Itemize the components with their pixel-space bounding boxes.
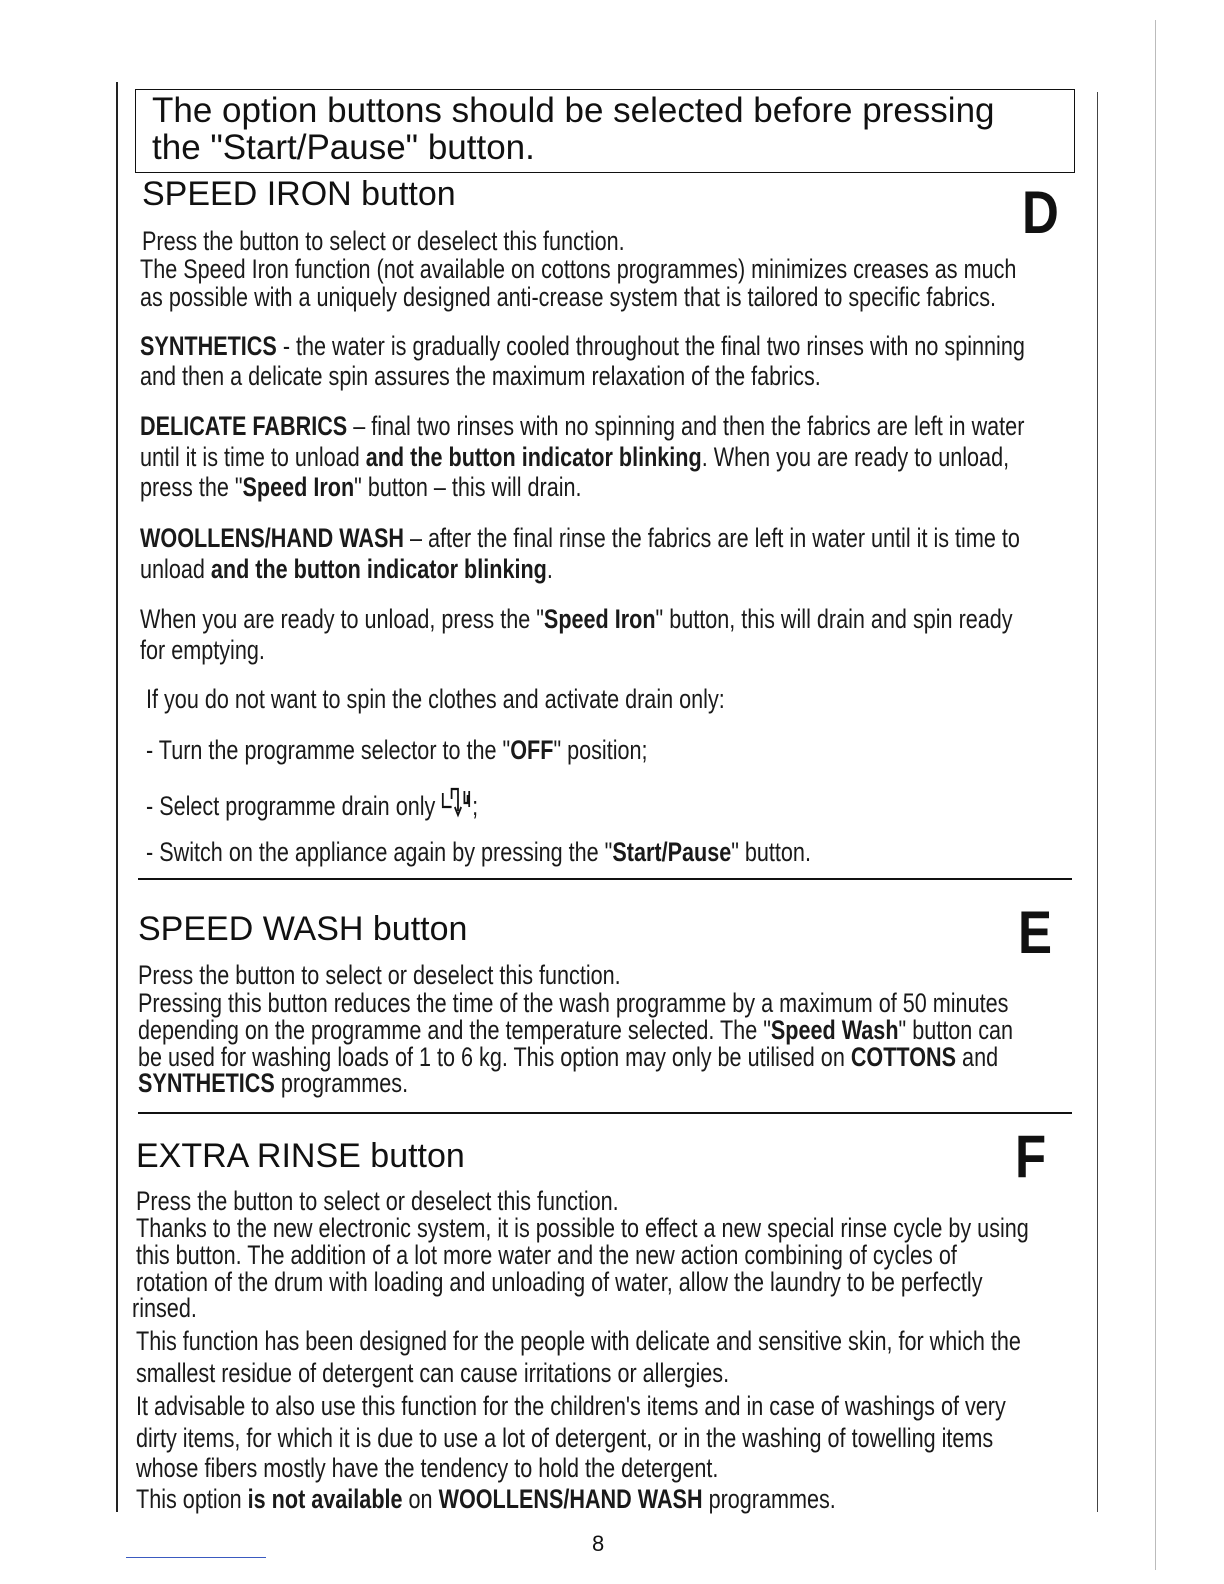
woollens-label: WOOLLENS/HAND WASH [140,523,404,553]
delicate-line-3 [140,474,1068,501]
step-1c: " position; [553,735,648,765]
delicate-label: DELICATE FABRICS [140,411,348,441]
speed-wash-line-4b: COTTONS [850,1042,957,1072]
step-3c: " button. [731,837,811,867]
woollens-text-1: – after the final rinse the fabrics are left in water until it is time to [404,523,1020,553]
speed-wash-line-5 [138,1070,1066,1097]
speed-wash-line-1: Press the button to select or deselect this function. [138,960,621,990]
speed-iron-intro-1: Press the button to select or deselect this function. [142,226,625,256]
step-3a: - Switch on the appliance again by pressing the " [146,837,613,867]
step-3b: Start/Pause [612,837,732,867]
delicate-line-2 [140,444,1068,471]
synthetics-text-2: and then a delicate spin assures the maximum relaxation of the fabrics. [140,361,821,391]
section-divider-1 [138,878,1072,880]
speed-wash-line-3a: depending on the programme and the temperature selected. The " [138,1015,771,1045]
extra-rinse-line-7: smallest residue of detergent can cause irritations or allergies. [136,1358,730,1388]
extra-rinse-line-5: rinsed. [132,1293,197,1323]
extra-rinse-line-11d: WOOLLENS/HAND WASH [438,1484,703,1514]
synthetics-label: SYNTHETICS [140,331,277,361]
drain-only-icon [440,787,472,824]
woollens-text-2c: . [546,554,553,584]
extra-rinse-line-8: It advisable to also use this function for the children's items and in case of washings of very [136,1391,1006,1421]
extra-rinse-line-11b: is not available [247,1484,403,1514]
extra-rinse-line-1: Press the button to select or deselect this function. [136,1186,619,1216]
speed-wash-line-5b: programmes. [274,1068,409,1098]
extra-rinse-line-3: this button. The addition of a lot more water and the new action combining of cycles of [136,1240,957,1270]
section-letter-f: F [1015,1123,1047,1190]
footer-line [126,1557,266,1558]
extra-rinse-heading: EXTRA RINSE button [136,1137,465,1175]
delicate-paragraph [140,413,1068,440]
notice-box [135,89,1075,173]
ready-text-2: for emptying. [140,635,265,665]
left-margin-line [116,82,118,1512]
synthetics-text-1: - the water is gradually cooled throughout the final two rinses with no spinning [276,331,1025,361]
delicate-text-1: – final two rinses with no spinning and then the fabrics are left in water [347,411,1025,441]
delicate-text-2b: and the button indicator blinking [365,442,702,472]
step-3 [146,839,1074,866]
delicate-text-3c: " button – this will drain. [354,472,582,502]
notice-line-1: The option buttons should be selected before pressing [152,91,995,130]
step-2-end: ; [472,791,479,821]
extra-rinse-line-11e: programmes. [702,1484,836,1514]
page-edge-line [1155,20,1156,1570]
ready-text-1b: Speed Iron [543,604,656,634]
drain-intro: If you do not want to spin the clothes and activate drain only: [146,684,725,714]
woollens-text-2b: and the button indicator blinking [210,554,547,584]
speed-wash-line-3 [138,1017,1066,1044]
speed-wash-line-4a: be used for washing loads of 1 to 6 kg. This option may only be utilised on [138,1042,851,1072]
right-margin-line [1097,92,1098,1512]
extra-rinse-line-9: dirty items, for which it is due to use a lot of detergent, or in the washing of towelling items [136,1423,994,1453]
speed-wash-heading: SPEED WASH button [138,910,468,948]
speed-iron-intro-3: as possible with a uniquely designed anti-crease system that is tailored to specific fabrics. [140,282,997,312]
delicate-text-3b: Speed Iron [242,472,355,502]
ready-line-1 [140,606,1068,633]
step-1a: - Turn the programme selector to the " [146,735,511,765]
woollens-line-2 [140,556,1068,583]
speed-wash-line-2: Pressing this button reduces the time of the wash programme by a maximum of 50 minutes [138,988,1009,1018]
delicate-text-2c: . When you are ready to unload, [701,442,1010,472]
section-letter-d: D [1022,179,1059,246]
extra-rinse-line-2: Thanks to the new electronic system, it is possible to effect a new special rinse cycle by using [136,1213,1029,1243]
extra-rinse-line-11c: on [402,1484,439,1514]
woollens-text-2a: unload [140,554,211,584]
speed-wash-line-5a: SYNTHETICS [138,1068,275,1098]
section-divider-2 [138,1112,1072,1114]
extra-rinse-line-10: whose fibers mostly have the tendency to hold the detergent. [136,1453,719,1483]
step-1 [146,737,1074,764]
speed-iron-intro-2: The Speed Iron function (not available on cottons programmes) minimizes creases as much [140,254,1017,284]
speed-wash-line-4c: and [956,1042,999,1072]
extra-rinse-line-11a: This option [136,1484,248,1514]
woollens-paragraph [140,525,1068,552]
section-letter-e: E [1018,899,1053,966]
speed-wash-line-3c: " button can [898,1015,1014,1045]
step-2-text: - Select programme drain only [146,791,436,821]
extra-rinse-line-6: This function has been designed for the people with delicate and sensitive skin, for which the [136,1326,1021,1356]
extra-rinse-line-11 [136,1486,1064,1513]
notice-line-2: the "Start/Pause" button. [152,128,535,167]
delicate-text-2a: until it is time to unload [140,442,366,472]
delicate-text-3a: press the " [140,472,243,502]
extra-rinse-line-4: rotation of the drum with loading and unloading of water, allow the laundry to be perfectly [136,1267,983,1297]
ready-text-1a: When you are ready to unload, press the " [140,604,544,634]
step-1b: OFF [510,735,554,765]
page-number: 8 [592,1531,605,1556]
ready-text-1c: " button, this will drain and spin ready [655,604,1013,634]
speed-iron-heading: SPEED IRON button [142,175,456,213]
speed-wash-line-3b: Speed Wash [770,1015,899,1045]
synthetics-paragraph [140,333,1068,360]
step-2 [146,787,1074,824]
speed-wash-line-4 [138,1044,1066,1071]
